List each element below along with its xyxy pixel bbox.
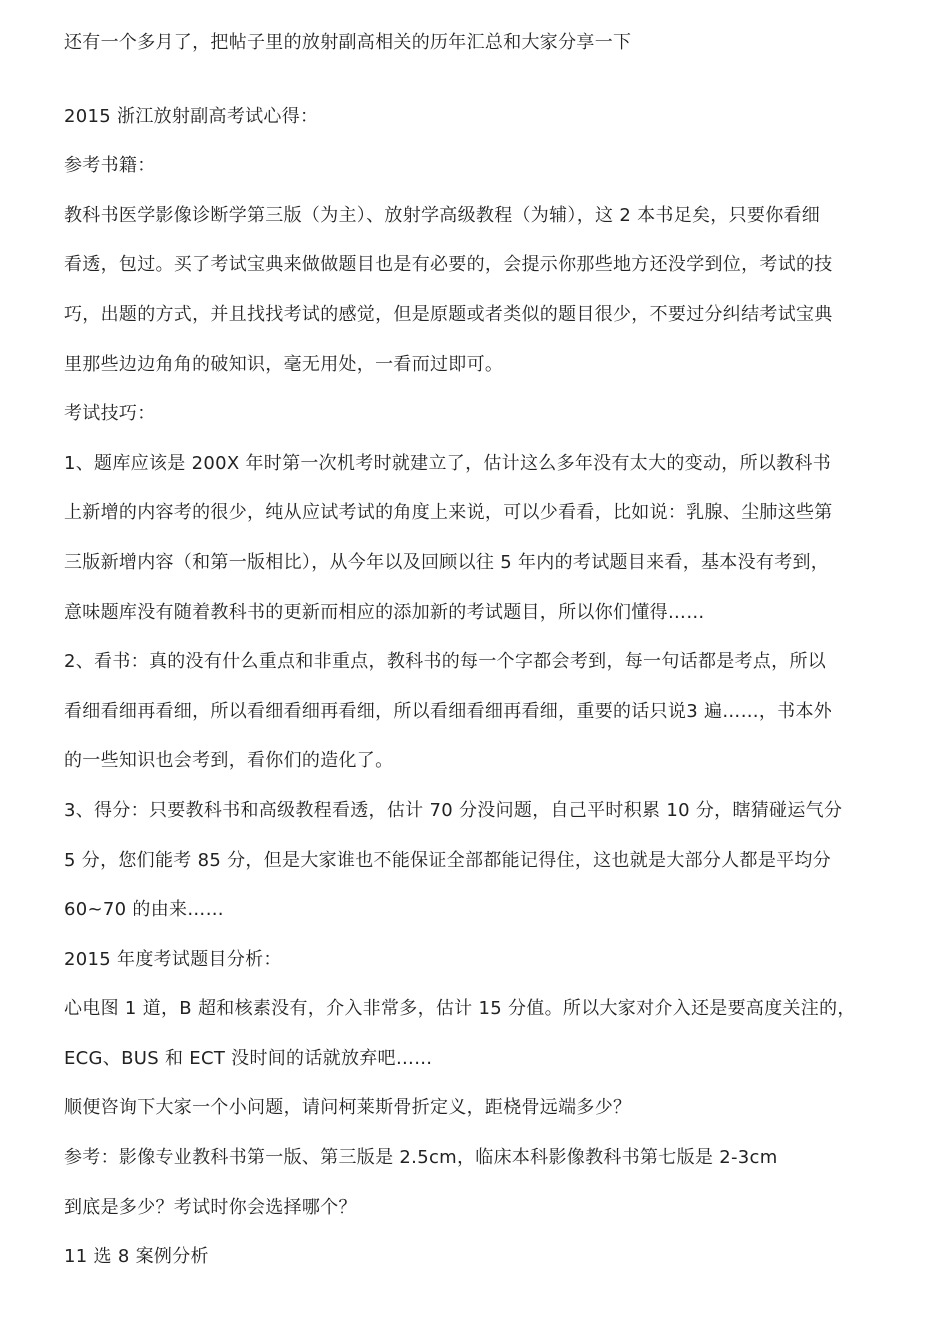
tip2-line: 的一些知识也会考到，看你们的造化了。 bbox=[64, 750, 394, 772]
paragraph-gap bbox=[64, 68, 884, 92]
tip2-line: 看细看细再看细，所以看细看细再看细，所以看细看细再看细，重要的话只说3 遍……，书本外 bbox=[64, 700, 833, 722]
books-line: 里那些边边角角的破知识，毫无用处，一看而过即可。 bbox=[64, 353, 504, 375]
tip3-line: 60~70 的由来…… bbox=[64, 899, 224, 921]
tip1-line: 三版新增内容（和第一版相比），从今年以及回顾以往 5 年内的考试题目来看，基本没有考到， bbox=[64, 551, 830, 573]
books-line: 教科书医学影像诊断学第三版（为主）、放射学高级教程（为辅），这 2 本书足矣，只要你看细 bbox=[64, 204, 821, 226]
tip1-line: 上新增的内容考的很少，纯从应试考试的角度上来说，可以少看看，比如说：乳腺、尘肺这些第 bbox=[64, 502, 833, 524]
tip3-line: 3、得分：只要教科书和高级教程看透，估计 70 分没问题，自己平时积累 10 分，瞎猜碰运气分 bbox=[64, 799, 843, 821]
reference-line: 参考：影像专业教科书第一版、第三版是 2.5cm，临床本科影像教科书第七版是 2-3cm bbox=[64, 1147, 778, 1169]
question-line: 顺便咨询下大家一个小问题，请问柯莱斯骨折定义，距桡骨远端多少？ bbox=[64, 1097, 632, 1119]
experience-heading: 2015 浙江放射副高考试心得： bbox=[64, 105, 319, 127]
books-line: 看透，包过。买了考试宝典来做做题目也是有必要的，会提示你那些地方还没学到位，考试的技 bbox=[64, 254, 833, 276]
tip1-line: 意味题库没有随着教科书的更新而相应的添加新的考试题目，所以你们懂得…… bbox=[64, 601, 705, 623]
question-followup-line: 到底是多少？考试时你会选择哪个？ bbox=[64, 1196, 357, 1218]
analysis-line: ECG、BUS 和 ECT 没时间的话就放弃吧…… bbox=[64, 1047, 433, 1069]
books-line: 巧，出题的方式，并且找找考试的感觉，但是原题或者类似的题目很少，不要过分纠结考试宝典 bbox=[64, 303, 833, 325]
books-heading: 参考书籍： bbox=[64, 155, 156, 177]
analysis-line: 心电图 1 道，B 超和核素没有，介入非常多，估计 15 分值。所以大家对介入还是要高度关注的， bbox=[64, 998, 856, 1020]
document-body bbox=[64, 18, 884, 1282]
analysis-heading: 2015 年度考试题目分析： bbox=[64, 948, 282, 970]
tip1-line: 1、题库应该是 200X 年时第一次机考时就建立了，估计这么多年没有太大的变动，所以教科书 bbox=[64, 452, 832, 474]
case-analysis-heading: 11 选 8 案例分析 bbox=[64, 1246, 209, 1268]
tip3-line: 5 分，您们能考 85 分，但是大家谁也不能保证全部都能记得住，这也就是大部分人都是平均分 bbox=[64, 849, 832, 871]
intro-line: 还有一个多月了，把帖子里的放射副高相关的历年汇总和大家分享一下 bbox=[64, 32, 632, 53]
tip2-line: 2、看书：真的没有什么重点和非重点，教科书的每一个字都会考到，每一句话都是考点，所以 bbox=[64, 651, 827, 673]
tips-heading: 考试技巧： bbox=[64, 403, 156, 425]
